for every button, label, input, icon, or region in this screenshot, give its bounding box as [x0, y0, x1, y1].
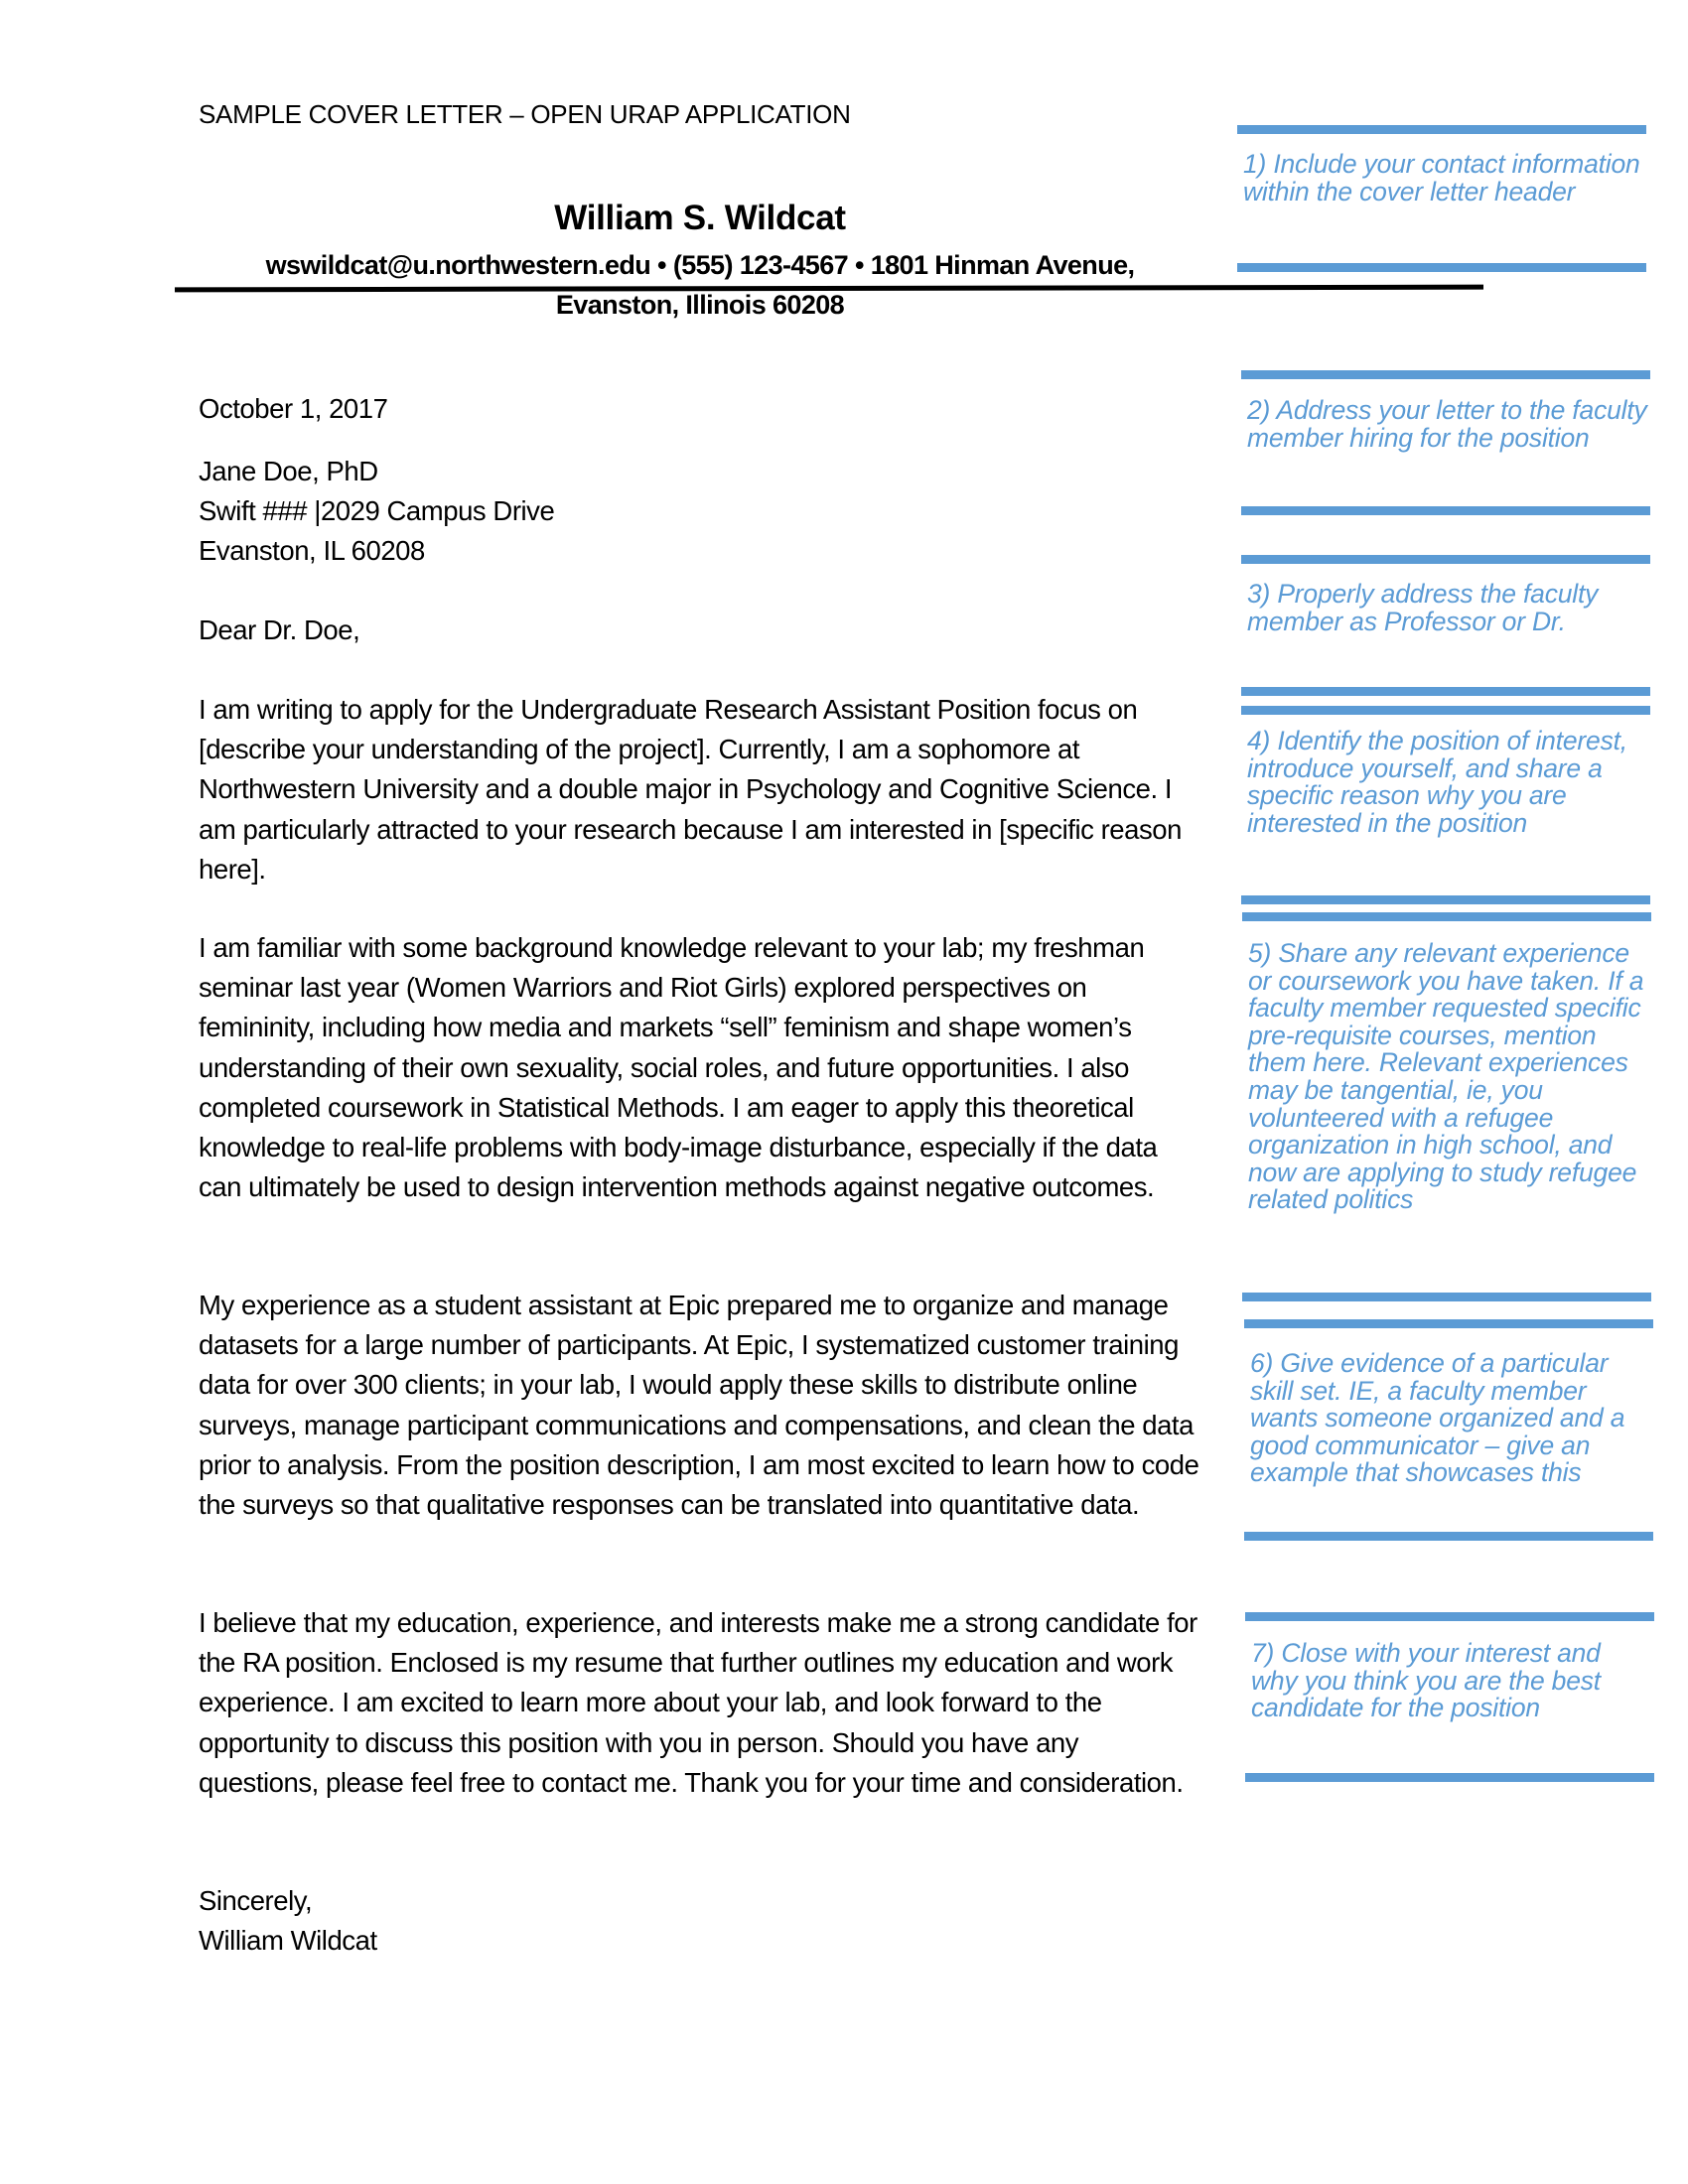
tip-bar-bottom — [1241, 895, 1650, 904]
tip-text: 2) Address your letter to the faculty member hiring for the position — [1247, 395, 1647, 453]
paragraph-intro: I am writing to apply for the Undergraduate Research Assistant Position focus on [describe your understanding of the project]. Currently, I am a sophomore at Northwestern University and a double major in Psychology and Cognitive Science. I am particularly attracted to your research because I am interested in [specific reason here]. — [199, 694, 1182, 885]
signoff-block — [199, 1881, 1201, 1961]
tip-text: 4) Identify the position of interest, introduce yourself, and share a specific reason why you are interested in the position — [1247, 726, 1627, 838]
tip-bar-top — [1244, 1319, 1653, 1328]
tip-box-5 — [1242, 912, 1651, 1301]
recipient-block — [199, 452, 1201, 572]
tip-text: 5) Share any relevant experience or coursework you have taken. If a faculty member requested specific pre-requisite courses, mention them here. Relevant experiences may be tangential, ie, you volunteered with a refugee organization in high school, and now are applying to study refugee related politics — [1248, 938, 1644, 1215]
tip-bar-bottom — [1245, 1773, 1654, 1782]
tip-box-1 — [1237, 125, 1646, 272]
page-title: SAMPLE COVER LETTER – OPEN URAP APPLICATION — [199, 99, 851, 129]
tip-text: 3) Properly address the faculty member as Professor or Dr. — [1247, 579, 1599, 636]
paragraph-coursework: I am familiar with some background knowledge relevant to your lab; my freshman seminar last year (Women Warriors and Riot Girls) explored perspectives on femininity, including how media and markets “sell” feminism and shape women’s understanding of their own sexuality, social roles, and future opportunities. I also completed coursework in Statistical Methods. I am eager to apply this theoretical knowledge to real-life problems with body-image disturbance, especially if the data can ultimately be used to design intervention methods against negative outcomes. — [199, 932, 1158, 1203]
tip-box-4 — [1241, 706, 1650, 904]
tip-box-6 — [1244, 1319, 1653, 1541]
letter-date: October 1, 2017 — [199, 393, 388, 424]
tip-bar-bottom — [1237, 263, 1646, 272]
tip-box-3 — [1241, 555, 1650, 696]
tip-bar-top — [1241, 370, 1650, 379]
recipient-address-line2: Evanston, IL 60208 — [199, 535, 425, 567]
letter-header-contact: wswildcat@u.northwestern.edu • (555) 123-4567 • 1801 Hinman Avenue, — [265, 250, 1135, 280]
tip-bar-top — [1237, 125, 1646, 134]
letter-header-name: William S. Wildcat — [554, 199, 846, 237]
paragraph-experience: My experience as a student assistant at Epic prepared me to organize and manage datasets for a large number of participants. At Epic, I systematized customer training data for over 300 clients; in your lab, I would apply these skills to distribute online surveys, manage participant communications and compensations, and clean the data prior to analysis. From the position description, I am most excited to learn how to code the surveys so that qualitative responses can be translated into quantitative data. — [199, 1290, 1199, 1521]
salutation: Dear Dr. Doe, — [199, 614, 360, 645]
tip-bar-bottom — [1241, 506, 1650, 515]
signature: William Wildcat — [199, 1925, 377, 1957]
tip-bar-bottom — [1242, 1293, 1651, 1301]
tip-box-7 — [1245, 1612, 1654, 1782]
tip-text: 7) Close with your interest and why you think you are the best candidate for the position — [1251, 1638, 1601, 1723]
recipient-name: Jane Doe, PhD — [199, 456, 378, 486]
letter-header-city: Evanston, Illinois 60208 — [555, 290, 845, 320]
tip-bar-top — [1242, 912, 1651, 921]
tip-bar-bottom — [1244, 1532, 1653, 1541]
paragraph-closing: I believe that my education, experience, and interests make me a strong candidate for the RA position. Enclosed is my resume that further outlines my education and work experience. I am excited to learn more about your lab, and look forward to the opportunity to discuss this position with you in person. Should you have any questions, please feel free to contact me. Thank you for your time and consideration. — [199, 1607, 1197, 1798]
tip-text: 1) Include your contact information within the cover letter header — [1243, 149, 1640, 206]
recipient-address-line1: Swift ### |2029 Campus Drive — [199, 495, 555, 527]
tip-bar-top — [1241, 706, 1650, 715]
tip-box-2 — [1241, 370, 1650, 515]
tip-text: 6) Give evidence of a particular skill set. IE, a faculty member wants someone organized and a good communicator – give an example that showcases this — [1250, 1348, 1625, 1488]
tip-bar-bottom — [1241, 687, 1650, 696]
closing-phrase: Sincerely, — [199, 1885, 313, 1916]
tip-bar-top — [1241, 555, 1650, 564]
tip-bar-top — [1245, 1612, 1654, 1621]
